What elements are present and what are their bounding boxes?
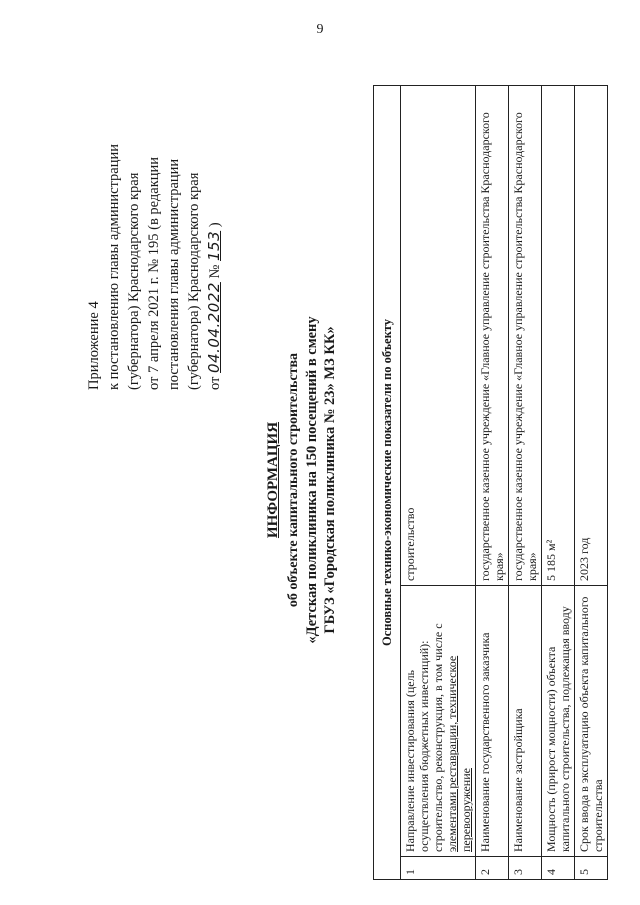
page-number: 9	[316, 22, 324, 37]
row-name: Мощность (прирост мощности) объекта капитального строительства, подлежащая вводу	[542, 586, 575, 857]
table-row	[542, 86, 575, 880]
table-header: Основные технико-экономические показатели по объекту	[374, 86, 401, 880]
row-number: 5	[575, 857, 608, 880]
approval-from-prefix: от	[207, 376, 223, 390]
row-name: Срок ввода в эксплуатацию объекта капитального строительства	[575, 586, 608, 857]
approval-date-line	[204, 90, 225, 390]
approval-line: постановления главы администрации	[166, 158, 182, 390]
row-value: 5 185 м²	[542, 86, 575, 586]
rotated-page-content	[70, 80, 625, 880]
approval-line: от 7 апреля 2021 г. № 195 (в редакции	[146, 156, 162, 390]
row-value: строительство	[401, 86, 476, 586]
row-number: 2	[476, 857, 509, 880]
indicators-table	[373, 85, 608, 880]
approval-line: (губернатора) Краснодарского края	[126, 172, 142, 390]
approval-line: Приложение 4	[86, 301, 102, 390]
row-value: 2023 год	[575, 86, 608, 586]
row-value: государственное казенное учреждение «Главное управление строительства Краснодарского края»	[476, 86, 509, 586]
approval-stamp-block	[84, 90, 225, 390]
handwritten-date: 04.04.2022	[205, 282, 223, 373]
approval-line: к постановлению главы администрации	[106, 143, 122, 390]
row-number: 4	[542, 857, 575, 880]
row-value: государственное казенное учреждение «Главное управление строительства Краснодарского края»	[509, 86, 542, 586]
table-row	[509, 86, 542, 880]
table-header-row	[374, 86, 401, 880]
row-name-underlined-text: элементами реставрации, техническое перевооружение	[445, 655, 473, 852]
table-row	[401, 86, 476, 880]
row-number: 1	[401, 857, 476, 880]
row-name: Наименование застройщика	[509, 586, 542, 857]
title-line: об объекте капитального строительства	[286, 352, 301, 608]
table-row	[575, 86, 608, 880]
approval-closing-paren: )	[207, 222, 223, 228]
handwritten-number: 153	[205, 230, 223, 261]
row-number: 3	[509, 857, 542, 880]
approval-line: (губернатора) Краснодарского края	[186, 172, 202, 390]
row-name: Наименование государственного заказчика	[476, 586, 509, 857]
document-heading: ИНФОРМАЦИЯ	[265, 421, 281, 539]
title-line: ГБУЗ «Городская поликлиника № 23» МЗ КК»	[322, 326, 338, 634]
title-line: «Детская поликлиника на 150 посещений в смену	[304, 316, 320, 644]
approval-number-prefix: №	[207, 264, 223, 279]
row-name	[401, 586, 476, 857]
document-title-block	[265, 80, 339, 880]
row-name-text: Направление инвестирования (цель осуществления бюджетных инвестиций): строительство, реконструкция, в том числе с	[403, 623, 445, 852]
table-row	[476, 86, 509, 880]
